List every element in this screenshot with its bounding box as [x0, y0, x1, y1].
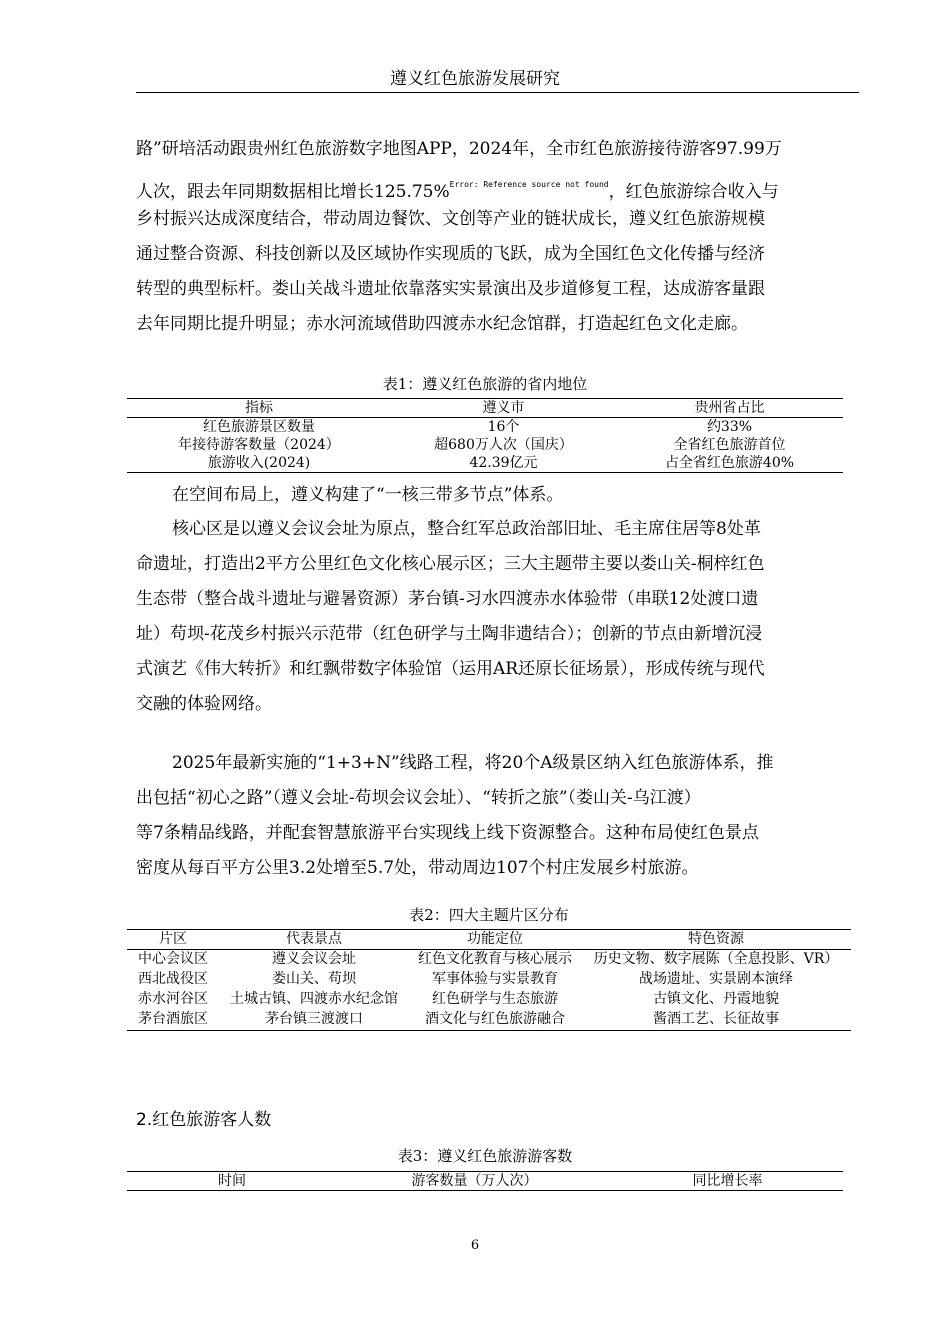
column-header: 时间 — [218, 1173, 246, 1189]
paragraph-line — [136, 167, 862, 202]
table-cell: 占全省红色旅游40% — [664, 455, 795, 471]
table-header-row — [127, 1172, 843, 1191]
paragraph-text: ，红色旅游综合收入与 — [608, 182, 779, 202]
table-row — [127, 418, 843, 437]
table-cell: 军事体验与实景教育 — [432, 971, 558, 987]
column-header: 代表景点 — [219, 930, 409, 950]
table-cell: 酒文化与红色旅游融合 — [425, 1011, 565, 1027]
paragraph-line: 出包括“初心之路”（遵义会址-苟坝会议会址）、“转折之旅”（娄山关-乌江渡） — [136, 788, 701, 808]
table-row — [127, 436, 843, 454]
column-header: 功能定位 — [409, 930, 581, 950]
table-cell: 旅游收入(2024) — [207, 455, 311, 471]
table-cell: 土城古镇、四渡赤水纪念馆 — [230, 991, 398, 1007]
paragraph-line: 2025年最新实施的“1+3+N”线路工程，将20个A级景区纳入红色旅游体系，推 — [172, 753, 774, 773]
paragraph-line: 通过整合资源、科技创新以及区域协作实现质的飞跃，成为全国红色文化传播与经济 — [136, 244, 765, 264]
paragraph-2 — [136, 478, 862, 513]
table-cell: 娄山关、苟坝 — [272, 971, 356, 987]
reference-error: Error: Reference source not found — [449, 180, 609, 189]
paragraph-line: 在空间布局上，遵义构建了“一核三带多节点”体系。 — [172, 485, 564, 505]
paragraph-line: 生态带（整合战斗遗址与避暑资源）茅台镇-习水四渡赤水体验带（串联12处渡口遗 — [136, 589, 759, 609]
paragraph-line: 等7条精品线路，并配套智慧旅游平台实现线上线下资源整合。这种布局使红色景点 — [136, 823, 759, 843]
table-row — [127, 950, 851, 971]
table-cell: 遵义会议会址 — [272, 951, 356, 967]
table-row — [127, 454, 843, 473]
paragraph-text: 人次，跟去年同期数据相比增长125.75% — [136, 182, 450, 202]
paragraph-line: 去年同期比提升明显；赤水河流域借助四渡赤水纪念馆群，打造起红色文化走廊。 — [136, 314, 748, 334]
table-2 — [127, 929, 851, 1031]
paragraph-4 — [136, 746, 862, 886]
paragraph-line: 乡村振兴达成深度结合，带动周边餐饮、文创等产业的链状成长，遵义红色旅游规模 — [136, 209, 765, 229]
table-cell: 赤水河谷区 — [138, 991, 208, 1007]
table-2-caption: 表2：四大主题片区分布 — [409, 906, 569, 924]
paragraph-3 — [136, 512, 862, 722]
column-header: 特色资源 — [581, 930, 851, 950]
table-cell: 全省红色旅游首位 — [673, 437, 786, 453]
table-row — [127, 990, 851, 1010]
column-header: 游客数量（万人次） — [411, 1173, 538, 1189]
table-3 — [127, 1171, 843, 1191]
table-cell: 红色文化教育与核心展示 — [418, 951, 572, 967]
table-row — [127, 1010, 851, 1031]
page-number: 6 — [470, 1238, 480, 1253]
table-cell: 茅台酒旅区 — [138, 1011, 208, 1027]
table-cell: 16个 — [487, 419, 520, 435]
table-1 — [127, 398, 843, 473]
table-cell: 战场遗址、实景剧本演绎 — [639, 971, 793, 987]
table-cell: 约33% — [706, 419, 753, 435]
column-header: 同比增长率 — [692, 1173, 763, 1189]
table-cell: 历史文物、数字展陈（全息投影、VR） — [593, 951, 839, 967]
table-cell: 西北战役区 — [138, 971, 208, 987]
paragraph-line: 密度从每百平方公里3.2处增至5.7处，带动周边107个村庄发展乡村旅游。 — [136, 858, 699, 878]
table-cell: 茅台镇三渡渡口 — [265, 1011, 363, 1027]
column-header: 片区 — [127, 930, 219, 950]
table-cell: 酱酒工艺、长征故事 — [653, 1011, 779, 1027]
table-cell: 中心会议区 — [138, 951, 208, 967]
paragraph-line: 命遗址，打造出2平方公里红色文化核心展示区；三大主题带主要以娄山关-桐梓红色 — [136, 554, 765, 574]
section-heading: 2.红色旅游客人数 — [136, 1110, 272, 1130]
paragraph-line: 址）苟坝-花茂乡村振兴示范带（红色研学与土陶非遗结合）；创新的节点由新增沉浸 — [136, 624, 763, 644]
table-header-row — [127, 930, 851, 950]
paragraph-line: 路”研培活动跟贵州红色旅游数字地图APP，2024年，全市红色旅游接待游客97.99万 — [136, 139, 782, 159]
header-rule — [136, 92, 859, 93]
paragraph-line: 交融的体验网络。 — [136, 694, 272, 714]
table-1-caption: 表1：遵义红色旅游的省内地位 — [382, 375, 588, 393]
table-cell: 古镇文化、丹霞地貌 — [653, 991, 779, 1007]
paragraph-line: 式演艺《伟大转折》和红飘带数字体验馆（运用AR还原长征场景），形成传统与现代 — [136, 659, 765, 679]
table-cell: 红色研学与生态旅游 — [432, 991, 558, 1007]
table-cell: 超680万人次（国庆） — [434, 437, 573, 453]
table-header-row — [127, 399, 843, 418]
table-row — [127, 970, 851, 990]
table-cell: 年接待游客数量（2024） — [178, 437, 340, 453]
column-header: 指标 — [127, 399, 391, 418]
table-cell: 42.39亿元 — [469, 455, 538, 471]
paragraph-1 — [136, 132, 862, 342]
running-header: 遵义红色旅游发展研究 — [390, 69, 560, 89]
table-3-caption: 表3：遵义红色旅游游客数 — [397, 1147, 573, 1165]
column-header: 遵义市 — [391, 399, 616, 418]
paragraph-line: 转型的典型标杆。娄山关战斗遗址依靠落实实景演出及步道修复工程，达成游客量跟 — [136, 279, 765, 299]
table-cell: 红色旅游景区数量 — [203, 419, 315, 435]
column-header: 贵州省占比 — [616, 399, 843, 418]
paragraph-line: 核心区是以遵义会议会址为原点，整合红军总政治部旧址、毛主席住居等8处革 — [172, 519, 761, 539]
